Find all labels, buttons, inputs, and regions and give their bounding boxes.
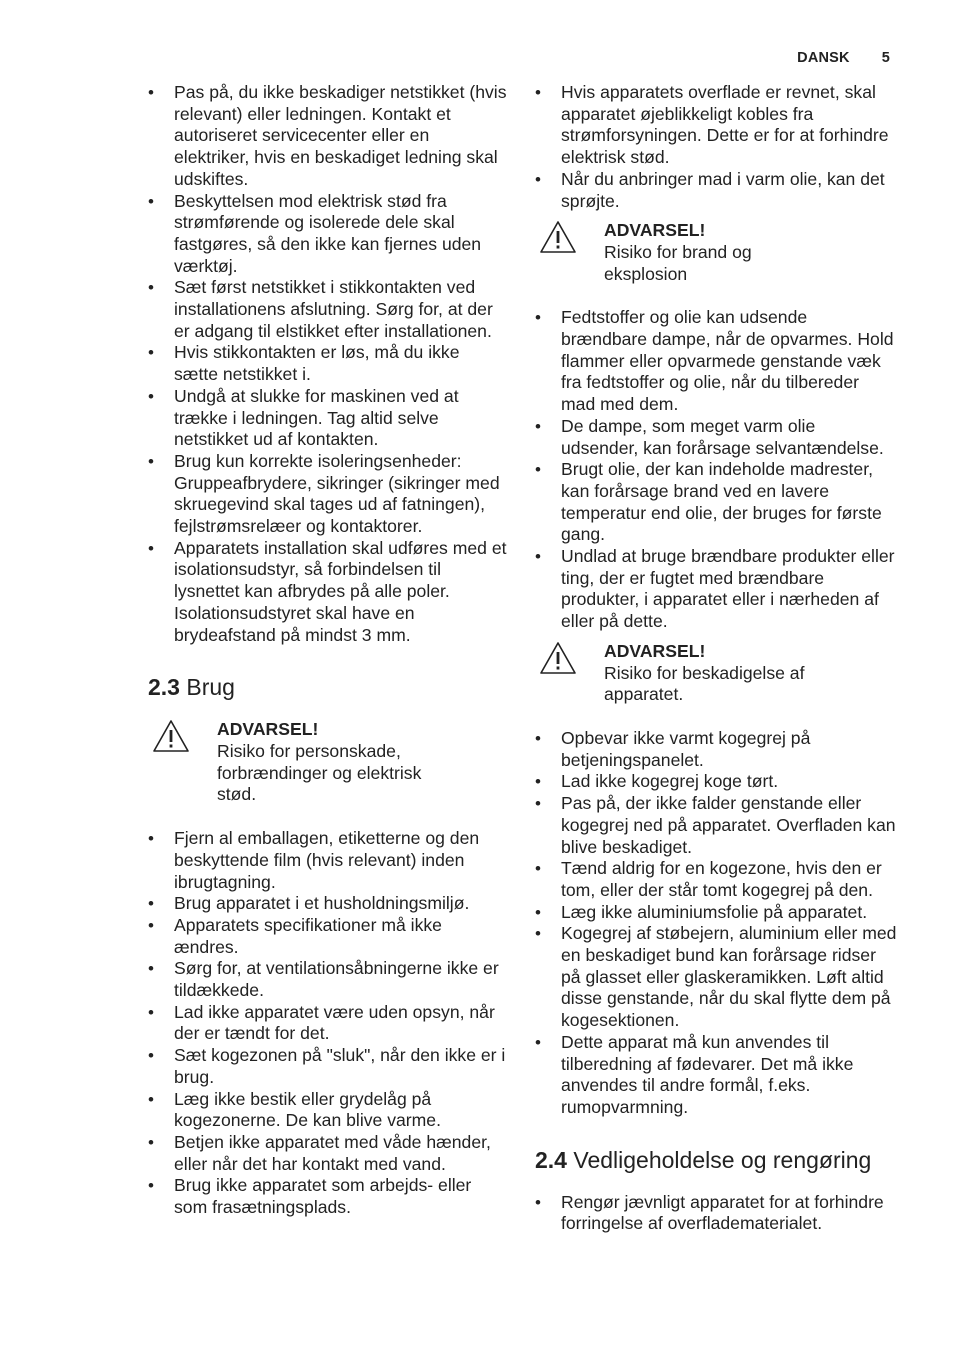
list-item: • Tænd aldrig for en kogezone, hvis den er tom, eller der står tomt kogegrej på den. <box>535 858 897 901</box>
list-item: • Sørg for, at ventilationsåbningerne ikke er tildækkede. <box>148 958 508 1001</box>
left-column <box>148 82 508 1219</box>
warning-title: ADVARSEL! <box>217 719 319 740</box>
warning-text: Risiko for brand og eksplosion <box>604 241 752 284</box>
warning-text: Risiko for personskade, forbrændinger og elektrisk stød. <box>217 740 422 805</box>
section-number: 2.4 <box>535 1146 567 1173</box>
list-item: • De dampe, som meget varm olie udsender, kan forårsage selvantændelse. <box>535 416 897 459</box>
list-item: • Læg ikke bestik eller grydelåg på kogezonerne. De kan blive varme. <box>148 1089 508 1132</box>
list-item: • Sæt kogezonen på "sluk", når den ikke er i brug. <box>148 1045 508 1088</box>
list-item: • Undlad at bruge brændbare produkter eller ting, der er fugtet med brændbare produkter, i apparatet eller i nærheden af eller på dette. <box>535 546 897 633</box>
section-title: Brug <box>186 674 235 701</box>
list-item: • Læg ikke aluminiumsfolie på apparatet. <box>535 902 897 924</box>
warning-title: ADVARSEL! <box>604 220 706 241</box>
list-item: • Fjern al emballagen, etiketterne og den beskyttende film (hvis relevant) inden ibrugtagning. <box>148 828 508 893</box>
warning-text: Risiko for beskadigelse af apparatet. <box>604 662 805 705</box>
list-item: • Rengør jævnligt apparatet for at forhindre forringelse af overfladematerialet. <box>535 1192 897 1235</box>
list-item: • Brugt olie, der kan indeholde madrester, kan forårsage brand ved en lavere temperatur end olie, der bruges for første gang. <box>535 459 897 546</box>
list-item: • Fedtstoffer og olie kan udsende brændbare dampe, når de opvarmes. Hold flammer eller opvarmede genstande væk fra fedtstoffer og olie, når du tilbereder mad med dem. <box>535 307 897 416</box>
warning-triangle-icon <box>539 220 577 254</box>
bullet-list <box>535 307 897 633</box>
section-title: Vedligeholdelse og rengøring <box>573 1146 872 1173</box>
list-item: • Apparatets installation skal udføres med et isolationsudstyr, så forbindelsen til lysnettet kan afbrydes på alle poler. Isolationsudstyret skal have en brydeafstand på mindst 3 mm. <box>148 538 508 647</box>
list-item: • Opbevar ikke varmt kogegrej på betjeningspanelet. <box>535 728 897 771</box>
list-item: • Sæt først netstikket i stikkontakten ved installationens afslutning. Sørg for, at der er adgang til elstikket efter installationen. <box>148 277 508 342</box>
list-item: • Beskyttelsen mod elektrisk stød fra strømførende og isolerede dele skal fastgøres, så den ikke kan fjernes uden værktøj. <box>148 191 508 278</box>
page-header <box>797 50 890 66</box>
list-item: • Undgå at slukke for maskinen ved at trække i ledningen. Tag altid selve netstikket ud af kontakten. <box>148 386 508 451</box>
warning-triangle-icon <box>152 719 190 753</box>
bullet-list <box>535 82 897 212</box>
list-item: • Brug apparatet i et husholdningsmiljø. <box>148 893 508 915</box>
list-item: • Betjen ikke apparatet med våde hænder, eller når det har kontakt med vand. <box>148 1132 508 1175</box>
list-item: • Kogegrej af støbejern, aluminium eller med en beskadiget bund kan forårsage ridser på glasset eller glaskeramikken. Løft altid disse genstande, når du skal flytte dem på kogesektionen. <box>535 923 897 1032</box>
section-heading-2-4 <box>535 1146 897 1174</box>
list-item: • Lad ikke apparatet være uden opsyn, når der er tændt for det. <box>148 1002 508 1045</box>
list-item: • Pas på, du ikke beskadiger netstikket (hvis relevant) eller ledningen. Kontakt et autoriseret servicecenter eller en elektriker, hvis en beskadiget ledning skal udskiftes. <box>148 82 508 191</box>
section-heading-2-3 <box>148 673 508 701</box>
warning-title: ADVARSEL! <box>604 640 706 661</box>
bullet-list <box>535 728 897 1119</box>
header-language: DANSK <box>797 50 850 66</box>
list-item: • Brug ikke apparatet som arbejds- eller som frasætningsplads. <box>148 1175 508 1218</box>
warning-box <box>535 641 897 706</box>
list-item: • Hvis apparatets overflade er revnet, skal apparatet øjeblikkeligt kobles fra strømforsyningen. Dette er for at forhindre elektrisk stød. <box>535 82 897 169</box>
list-item: • Brug kun korrekte isoleringsenheder: Gruppeafbrydere, sikringer (sikringer med skruegevind skal tages ud af fatningen), fejlstrømsrelæer og kontaktorer. <box>148 451 508 538</box>
right-column <box>535 82 897 1235</box>
list-item: • Hvis stikkontakten er løs, må du ikke sætte netstikket i. <box>148 342 508 385</box>
warning-triangle-icon <box>539 641 577 675</box>
bullet-list <box>148 828 508 1219</box>
warning-box <box>535 220 897 285</box>
list-item: • Når du anbringer mad i varm olie, kan det sprøjte. <box>535 169 897 212</box>
bullet-list <box>535 1192 897 1235</box>
section-number: 2.3 <box>148 674 180 701</box>
list-item: • Lad ikke kogegrej koge tørt. <box>535 771 897 793</box>
list-item: • Pas på, der ikke falder genstande eller kogegrej ned på apparatet. Overfladen kan blive beskadiget. <box>535 793 897 858</box>
page-number: 5 <box>881 50 890 66</box>
bullet-list <box>148 82 508 646</box>
warning-box <box>148 719 508 806</box>
list-item: • Dette apparat må kun anvendes til tilberedning af fødevarer. Det må ikke anvendes til andre formål, f.eks. rumopvarmning. <box>535 1032 897 1119</box>
list-item: • Apparatets specifikationer må ikke ændres. <box>148 915 508 958</box>
